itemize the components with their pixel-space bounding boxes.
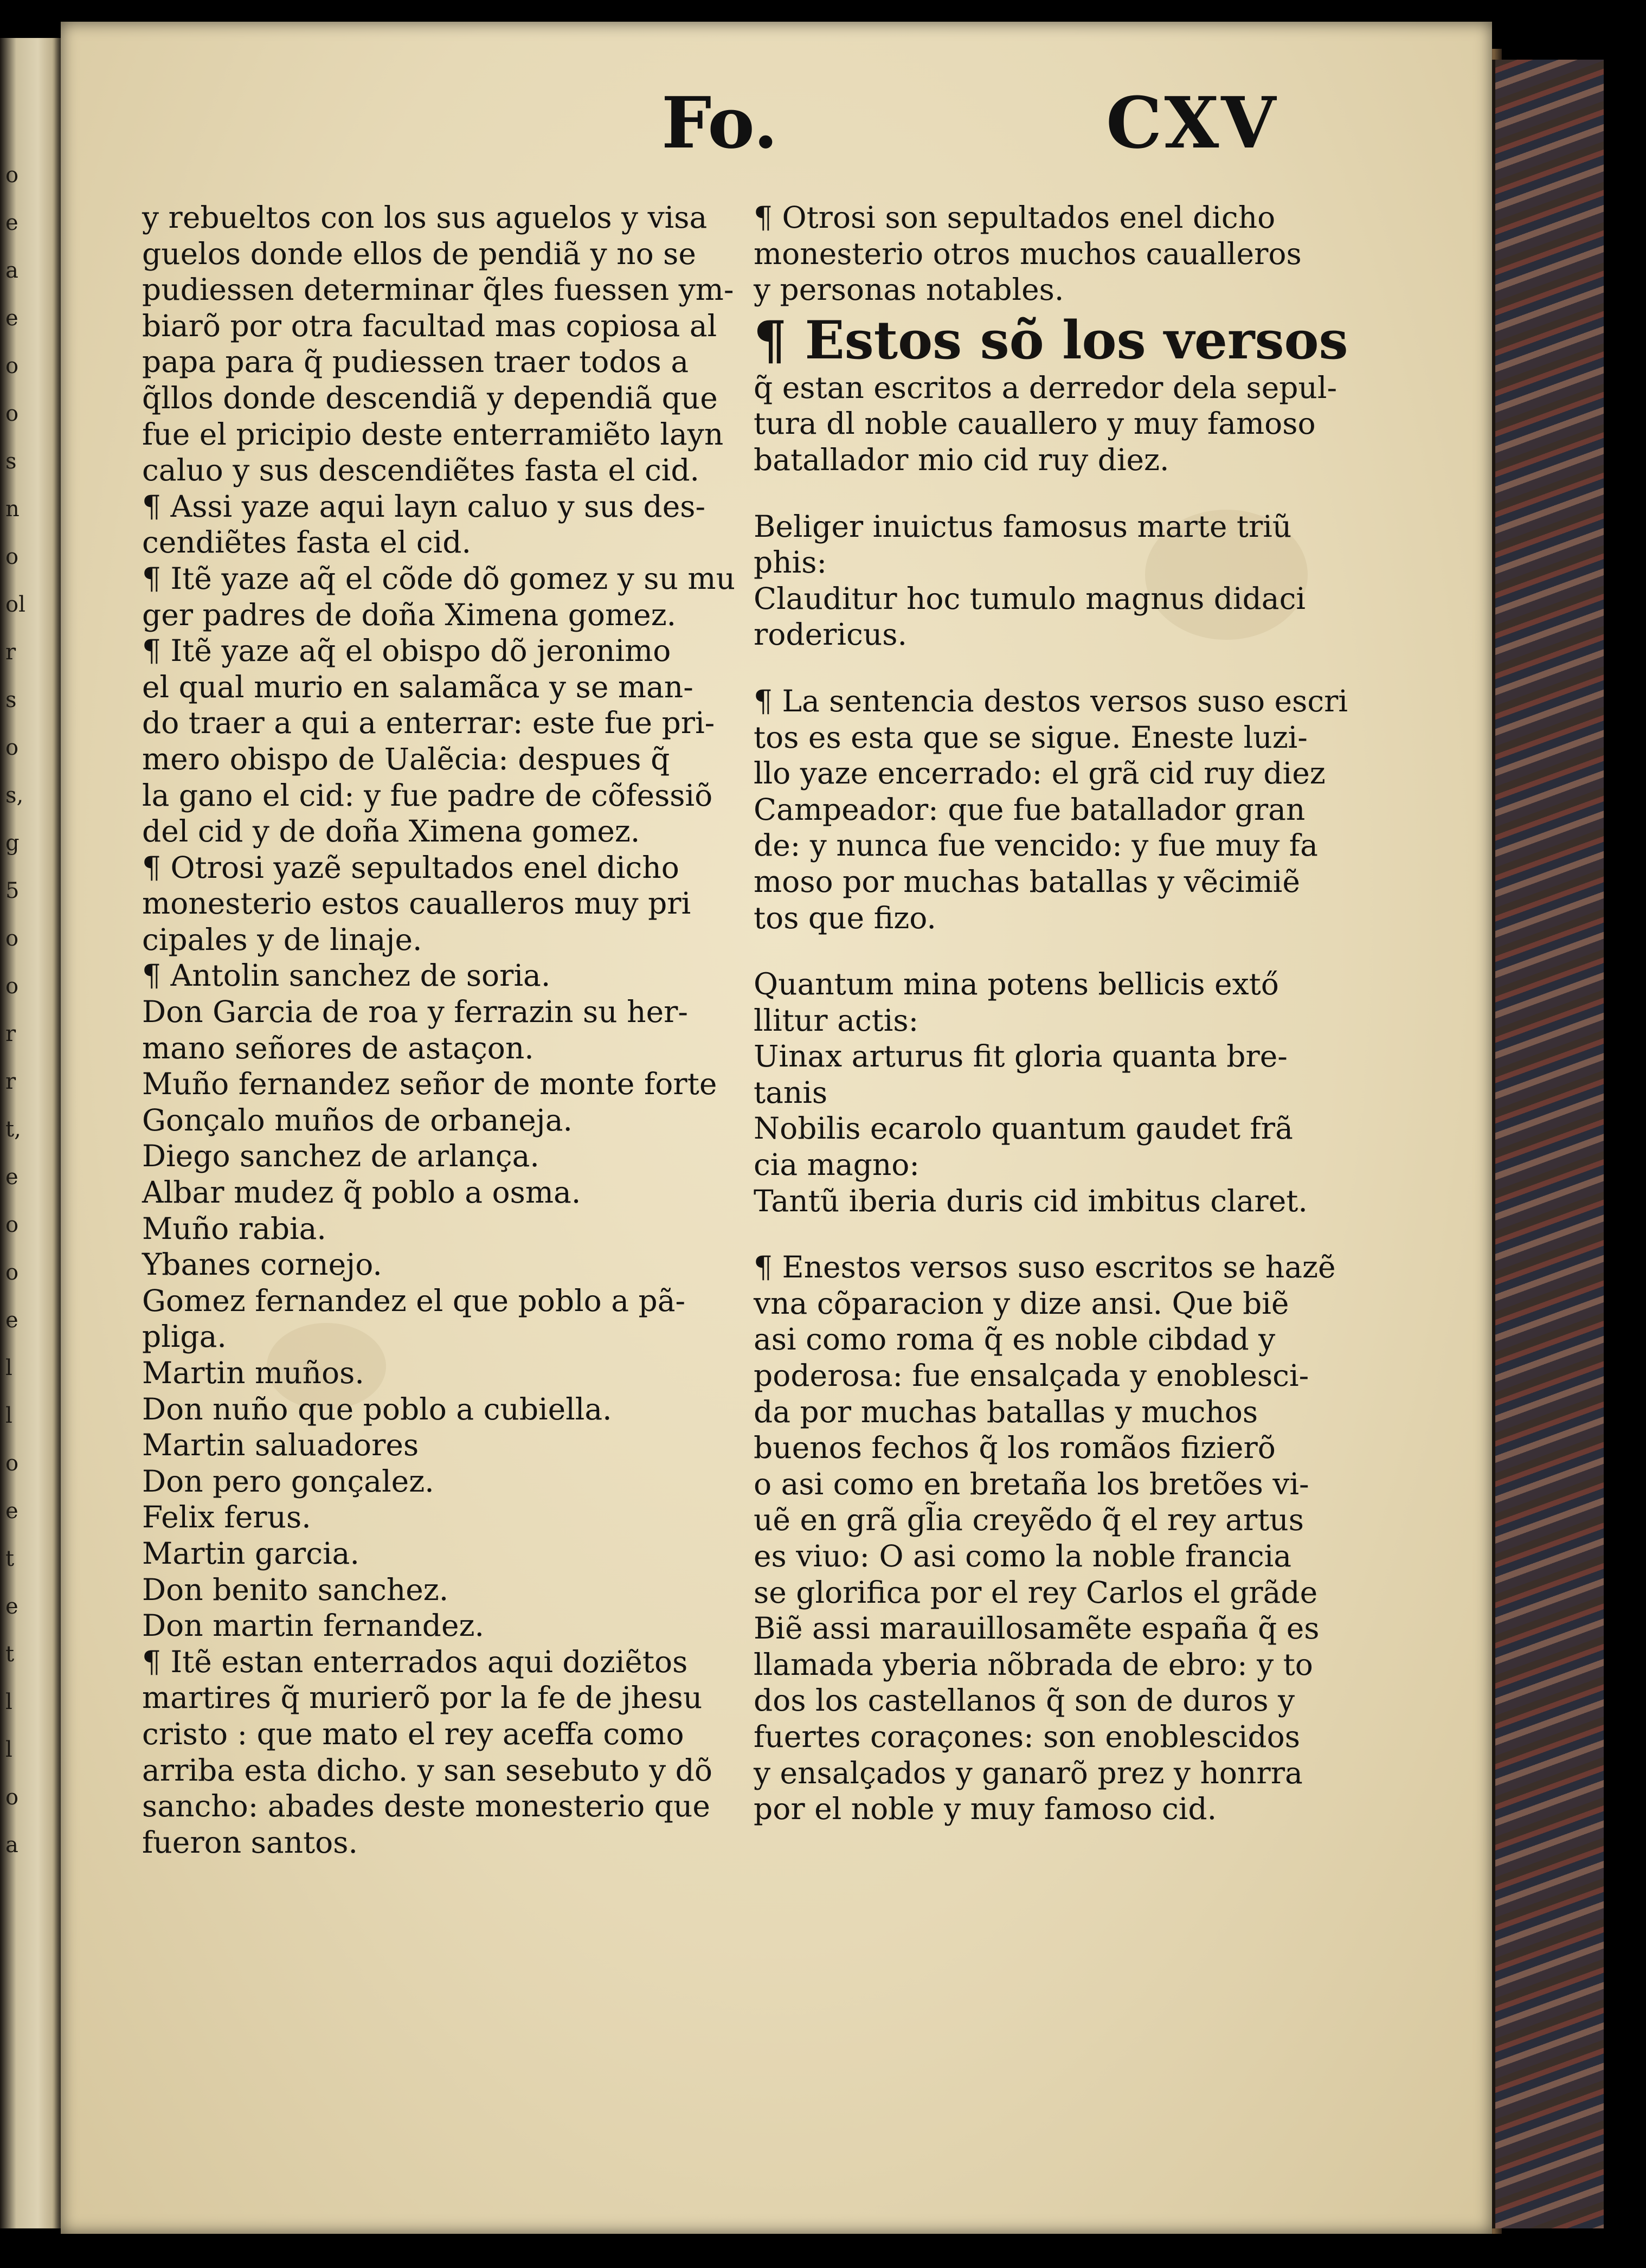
verse-line: rodericus. bbox=[754, 617, 907, 652]
left-text-column bbox=[142, 200, 735, 1860]
text-line: da por muchas batallas y muchos bbox=[754, 1394, 1258, 1429]
text-line: tos que fizo. bbox=[754, 900, 936, 935]
facing-page-letter: o bbox=[5, 354, 19, 378]
verse-line: Quantum mina potens bellicis extő bbox=[754, 967, 1279, 1002]
facing-page-letter: e bbox=[5, 1165, 18, 1190]
text-line: se glorifica por el rey Carlos el grãde bbox=[754, 1575, 1318, 1610]
facing-page-letter: n bbox=[5, 497, 20, 522]
text-line: papa para q̃ pudiessen traer todos a bbox=[142, 344, 689, 380]
facing-page-letter: o bbox=[5, 401, 19, 426]
facing-page-letter: s bbox=[5, 449, 17, 474]
text-line: arriba esta dicho. y san sesebuto y dõ bbox=[142, 1752, 712, 1788]
facing-page-letter: o bbox=[5, 544, 19, 569]
text-line: Muño rabia. bbox=[142, 1211, 326, 1246]
text-line: Albar mudez q̃ poblo a osma. bbox=[142, 1175, 581, 1210]
facing-page-letter: o bbox=[5, 163, 19, 188]
facing-page-letter: l bbox=[5, 1737, 12, 1762]
text-line: llo yaze encerrado: el grã cid ruy diez bbox=[754, 756, 1326, 791]
text-line: Don martin fernandez. bbox=[142, 1608, 484, 1643]
text-line: cipales y de linaje. bbox=[142, 922, 422, 957]
latin-verse-2 bbox=[754, 966, 1348, 1219]
text-line: la gano el cid: y fue padre de cõfessiõ bbox=[142, 778, 713, 813]
heading-continuation bbox=[754, 370, 1348, 478]
facing-page-letter: l bbox=[5, 1689, 12, 1714]
marbled-endpaper bbox=[1492, 60, 1604, 2228]
text-line: y rebueltos con los sus aguelos y visa bbox=[142, 200, 708, 235]
facing-page-letter: ol bbox=[5, 592, 25, 617]
verse-line: Tantũ iberia duris cid imbitus claret. bbox=[754, 1183, 1308, 1218]
facing-page-letter: s, bbox=[5, 783, 24, 808]
text-line: ¶ Enestos versos suso escritos se hazẽ bbox=[754, 1250, 1336, 1285]
text-line: Don nuño que poblo a cubiella. bbox=[142, 1391, 612, 1427]
text-line: ¶ La sentencia destos versos suso escri bbox=[754, 683, 1348, 718]
text-line: do traer a qui a enterrar: este fue pri- bbox=[142, 705, 715, 741]
text-line: y personas notables. bbox=[754, 272, 1064, 307]
right-text-column bbox=[754, 200, 1348, 1827]
text-line: Biẽ assi marauillosamẽte españa q̃ es bbox=[754, 1611, 1320, 1646]
facing-page-letter: 5 bbox=[5, 878, 20, 903]
verse-line: Beliger inuictus famosus marte triũ bbox=[754, 509, 1292, 544]
text-line: q̃ estan escritos a derredor dela sepul- bbox=[754, 370, 1338, 405]
facing-page-letter: o bbox=[5, 1785, 19, 1810]
text-line: Don Garcia de roa y ferrazin su her- bbox=[142, 994, 688, 1030]
text-line: fueron santos. bbox=[142, 1824, 358, 1860]
text-line: ¶ Itẽ estan enterrados aqui doziẽtos bbox=[142, 1644, 688, 1679]
text-line: caluo y sus descendiẽtes fasta el cid. bbox=[142, 453, 700, 488]
facing-page-letter: t bbox=[5, 1642, 15, 1667]
text-line: Don benito sanchez. bbox=[142, 1572, 449, 1607]
text-line: tos es esta que se sigue. Eneste luzi- bbox=[754, 719, 1308, 755]
verse-line: phis: bbox=[754, 545, 827, 580]
text-line: Muño fernandez señor de monte forte bbox=[142, 1066, 717, 1102]
text-line: Campeador: que fue batallador gran bbox=[754, 792, 1306, 827]
text-line: Felix ferus. bbox=[142, 1500, 311, 1535]
text-line: por el noble y muy famoso cid. bbox=[754, 1791, 1217, 1827]
facing-page-letter: e bbox=[5, 210, 18, 235]
text-line: fue el pricipio deste enterramiẽto layn bbox=[142, 416, 724, 452]
text-line: llamada yberia nõbrada de ebro: y to bbox=[754, 1647, 1313, 1682]
text-line: uẽ en grã gl̃ia creyẽdo q̃ el rey artus bbox=[754, 1502, 1304, 1538]
text-line: dos los castellanos q̃ son de duros y bbox=[754, 1683, 1295, 1718]
text-line: y ensalçados y ganarõ prez y honrra bbox=[754, 1755, 1303, 1790]
verse-line: tanis bbox=[754, 1075, 828, 1110]
text-line: pliga. bbox=[142, 1319, 227, 1354]
comparison-paragraph bbox=[754, 1249, 1348, 1827]
text-line: monesterio estos caualleros muy pri bbox=[142, 886, 691, 921]
text-line: poderosa: fue ensalçada y enoblesci- bbox=[754, 1358, 1309, 1393]
text-line: vna cõparacion y dize ansi. Que biẽ bbox=[754, 1286, 1289, 1321]
facing-page-letter: r bbox=[5, 1021, 16, 1046]
text-line: es viuo: O asi como la noble francia bbox=[754, 1539, 1292, 1573]
text-line: monesterio otros muchos caualleros bbox=[754, 236, 1302, 271]
facing-page-letter: e bbox=[5, 1499, 18, 1524]
text-line: cendiẽtes fasta el cid. bbox=[142, 525, 471, 560]
section-heading: ¶ Estos sõ los versos bbox=[754, 309, 1348, 371]
text-line: mero obispo de Ualẽcia: despues q̃ bbox=[142, 741, 670, 776]
facing-page-letter: l bbox=[5, 1403, 12, 1428]
facing-page-letter: l bbox=[5, 1355, 12, 1380]
text-line: biarõ por otra facultad mas copiosa al bbox=[142, 308, 717, 343]
text-line: ger padres de doña Ximena gomez. bbox=[142, 597, 677, 632]
facing-page-letter: r bbox=[5, 1069, 16, 1094]
facing-page-letter: a bbox=[5, 258, 18, 283]
text-line: Martin saluadores bbox=[142, 1428, 419, 1463]
facing-page-letter: r bbox=[5, 640, 16, 665]
folio-number: CXV bbox=[1106, 81, 1278, 164]
facing-page-letter: e bbox=[5, 1594, 18, 1619]
facing-page-letters bbox=[5, 163, 38, 1898]
text-line: sancho: abades deste monesterio que bbox=[142, 1789, 710, 1824]
text-line: q̃llos donde descendiã y dependiã que bbox=[142, 380, 718, 415]
text-line: guelos donde ellos de pendiã y no se bbox=[142, 236, 696, 271]
text-line: Martin muños. bbox=[142, 1355, 364, 1390]
verse-line: llitur actis: bbox=[754, 1003, 919, 1038]
text-line: ¶ Itẽ yaze aq̃ el obispo dõ jeronimo bbox=[142, 633, 671, 669]
text-line: ¶ Otrosi son sepultados enel dicho bbox=[754, 200, 1276, 235]
text-line: del cid y de doña Ximena gomez. bbox=[142, 814, 640, 849]
verse-line: Clauditur hoc tumulo magnus didaci bbox=[754, 581, 1306, 616]
text-line: Martin garcia. bbox=[142, 1535, 359, 1571]
text-line: Diego sanchez de arlança. bbox=[142, 1139, 539, 1174]
facing-page-letter: a bbox=[5, 1833, 18, 1858]
text-line: Gomez fernandez el que poblo a pã- bbox=[142, 1283, 686, 1318]
text-line: ¶ Itẽ yaze aq̃ el cõde dõ gomez y su mu bbox=[142, 561, 736, 596]
text-line: asi como roma q̃ es noble cibdad y bbox=[754, 1322, 1276, 1357]
text-line: mano señores de astaçon. bbox=[142, 1030, 534, 1065]
text-line: Gonçalo muños de orbaneja. bbox=[142, 1102, 573, 1138]
intro-paragraph bbox=[754, 200, 1348, 308]
facing-page-letter: t, bbox=[5, 1117, 21, 1142]
text-line: martires q̃ murierõ por la fe de jhesu bbox=[142, 1680, 703, 1716]
text-line: moso por muchas batallas y vẽcimiẽ bbox=[754, 864, 1300, 899]
text-line: de: y nunca fue vencido: y fue muy fa bbox=[754, 828, 1318, 863]
text-line: ¶ Assi yaze aqui layn caluo y sus des- bbox=[142, 489, 706, 524]
text-line: fuertes coraçones: son enoblescidos bbox=[754, 1719, 1300, 1754]
facing-page-letter: o bbox=[5, 1260, 19, 1285]
text-line: cristo : que mato el rey aceffa como bbox=[142, 1716, 684, 1751]
facing-page-letter: o bbox=[5, 735, 19, 760]
text-line: tura dl noble cauallero y muy famoso bbox=[754, 406, 1316, 441]
facing-page-letter: e bbox=[5, 306, 18, 331]
verse-translation bbox=[754, 683, 1348, 936]
latin-verse-1 bbox=[754, 509, 1348, 653]
facing-page-letter: o bbox=[5, 926, 19, 951]
text-line: pudiessen determinar q̃les fuessen ym- bbox=[142, 272, 734, 307]
text-line: buenos fechos q̃ los romãos fizierõ bbox=[754, 1430, 1276, 1466]
text-line: batallador mio cid ruy diez. bbox=[754, 442, 1169, 477]
verse-line: Nobilis ecarolo quantum gaudet frã bbox=[754, 1111, 1293, 1146]
facing-page-letter: t bbox=[5, 1546, 15, 1571]
facing-page-letter: s bbox=[5, 688, 17, 712]
text-line: Ybanes cornejo. bbox=[142, 1247, 382, 1282]
text-line: Don pero gonçalez. bbox=[142, 1463, 434, 1499]
text-line: el qual murio en salamãca y se man- bbox=[142, 669, 693, 704]
facing-page-letter: g bbox=[5, 831, 20, 856]
verse-line: cia magno: bbox=[754, 1147, 920, 1183]
facing-page-letter: o bbox=[5, 1451, 19, 1476]
facing-page-letter: e bbox=[5, 1308, 18, 1333]
folio-label: Fo. bbox=[661, 81, 778, 164]
text-line: ¶ Antolin sanchez de soria. bbox=[142, 958, 551, 993]
text-line: o asi como en bretaña los bretões vi- bbox=[754, 1466, 1309, 1501]
text-line: ¶ Otrosi yazẽ sepultados enel dicho bbox=[142, 850, 679, 885]
facing-page-letter: o bbox=[5, 1212, 19, 1237]
facing-page-letter: o bbox=[5, 974, 19, 999]
verse-line: Uinax arturus fit gloria quanta bre- bbox=[754, 1039, 1288, 1074]
